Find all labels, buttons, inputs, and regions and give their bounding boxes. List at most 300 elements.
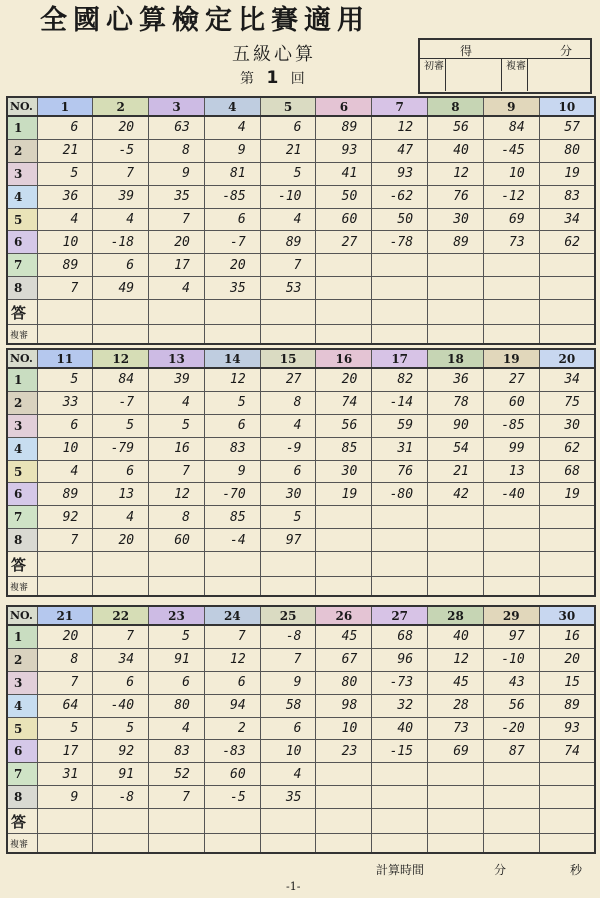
number-cell: 2: [204, 717, 260, 740]
number-cell: [428, 254, 484, 277]
review-field[interactable]: [260, 577, 316, 597]
number-cell: 73: [428, 717, 484, 740]
round-label: [240, 68, 309, 88]
number-cell: 7: [93, 625, 149, 648]
number-cell: 59: [372, 414, 428, 437]
number-cell: 7: [37, 529, 93, 552]
table-row: [7, 529, 595, 552]
review-field[interactable]: [93, 325, 149, 345]
problem-number: 28: [428, 606, 484, 625]
review-field[interactable]: [316, 325, 372, 345]
number-cell: 34: [93, 648, 149, 671]
number-cell: -62: [372, 185, 428, 208]
number-cell: 7: [149, 786, 205, 809]
number-cell: 68: [539, 460, 595, 483]
review-field[interactable]: [539, 325, 595, 345]
answer-field[interactable]: [428, 552, 484, 577]
number-cell: [539, 529, 595, 552]
first-check-label: 初審: [420, 59, 446, 91]
review-field[interactable]: [372, 577, 428, 597]
review-field[interactable]: [483, 577, 539, 597]
number-cell: 69: [483, 208, 539, 231]
number-cell: 6: [204, 414, 260, 437]
number-cell: [316, 529, 372, 552]
number-cell: 60: [149, 529, 205, 552]
answer-field[interactable]: [428, 300, 484, 325]
number-cell: 80: [539, 139, 595, 162]
review-field[interactable]: [204, 577, 260, 597]
number-cell: 9: [149, 162, 205, 185]
row-label: 7: [7, 506, 37, 529]
number-cell: 76: [372, 460, 428, 483]
number-cell: 7: [260, 648, 316, 671]
no-label: NO.: [7, 97, 37, 116]
round-number: 1: [266, 68, 283, 88]
number-cell: 8: [37, 648, 93, 671]
number-cell: 5: [260, 506, 316, 529]
review-row: [7, 577, 595, 597]
review-field[interactable]: [37, 577, 93, 597]
number-cell: 74: [539, 740, 595, 763]
problem-number: 27: [372, 606, 428, 625]
number-cell: 15: [539, 671, 595, 694]
review-field[interactable]: [93, 834, 149, 854]
number-cell: [539, 254, 595, 277]
review-field[interactable]: [149, 577, 205, 597]
number-cell: 21: [428, 460, 484, 483]
review-field[interactable]: [93, 577, 149, 597]
problem-number: 29: [483, 606, 539, 625]
answer-field[interactable]: [204, 809, 260, 834]
number-cell: 63: [149, 116, 205, 139]
number-cell: 7: [149, 460, 205, 483]
table-row: [7, 185, 595, 208]
problem-number: 21: [37, 606, 93, 625]
number-cell: 20: [539, 648, 595, 671]
number-cell: 89: [260, 231, 316, 254]
number-cell: 85: [316, 437, 372, 460]
number-cell: 7: [149, 208, 205, 231]
number-cell: 5: [149, 414, 205, 437]
number-cell: 20: [93, 529, 149, 552]
row-label: 4: [7, 185, 37, 208]
table-row: [7, 483, 595, 506]
answer-field[interactable]: [37, 300, 93, 325]
number-cell: 7: [37, 671, 93, 694]
number-cell: 5: [149, 625, 205, 648]
row-label: 2: [7, 139, 37, 162]
review-field[interactable]: [483, 834, 539, 854]
review-field[interactable]: [149, 834, 205, 854]
number-cell: 5: [204, 391, 260, 414]
number-cell: 60: [204, 763, 260, 786]
number-cell: 16: [149, 437, 205, 460]
review-field[interactable]: [539, 577, 595, 597]
table-row: [7, 116, 595, 139]
number-cell: 62: [539, 437, 595, 460]
answer-field[interactable]: [483, 809, 539, 834]
answer-field[interactable]: [372, 552, 428, 577]
review-field[interactable]: [372, 325, 428, 345]
number-cell: 6: [37, 116, 93, 139]
problem-number: 5: [260, 97, 316, 116]
number-cell: -8: [260, 625, 316, 648]
number-cell: 4: [204, 116, 260, 139]
score-label: 得: [460, 44, 473, 58]
review-label: 複審: [7, 834, 37, 854]
number-cell: 50: [316, 185, 372, 208]
review-field[interactable]: [37, 325, 93, 345]
number-cell: 5: [37, 717, 93, 740]
number-cell: 17: [37, 740, 93, 763]
number-cell: 5: [260, 162, 316, 185]
number-cell: [483, 786, 539, 809]
number-cell: 9: [204, 139, 260, 162]
row-label: 1: [7, 625, 37, 648]
problem-number: 9: [483, 97, 539, 116]
problem-number: 18: [428, 349, 484, 368]
number-cell: 74: [316, 391, 372, 414]
answer-field[interactable]: [483, 300, 539, 325]
answer-field[interactable]: [539, 300, 595, 325]
round-suffix: 回: [290, 71, 309, 87]
table-row: [7, 437, 595, 460]
number-cell: [428, 277, 484, 300]
answer-field[interactable]: [260, 552, 316, 577]
answer-field[interactable]: [428, 809, 484, 834]
number-cell: 4: [37, 208, 93, 231]
number-cell: -83: [204, 740, 260, 763]
number-cell: 5: [37, 162, 93, 185]
row-label: 5: [7, 717, 37, 740]
number-cell: 89: [316, 116, 372, 139]
number-cell: -85: [483, 414, 539, 437]
number-cell: 8: [260, 391, 316, 414]
number-cell: 23: [316, 740, 372, 763]
number-cell: [428, 529, 484, 552]
problem-number: 6: [316, 97, 372, 116]
number-cell: 19: [316, 483, 372, 506]
problem-number: 15: [260, 349, 316, 368]
number-cell: 40: [372, 717, 428, 740]
problem-number: 3: [149, 97, 205, 116]
answer-field[interactable]: [260, 300, 316, 325]
number-cell: 7: [37, 277, 93, 300]
number-cell: 98: [316, 694, 372, 717]
table-row: [7, 506, 595, 529]
answer-field[interactable]: [539, 552, 595, 577]
answer-field[interactable]: [149, 552, 205, 577]
number-cell: [539, 786, 595, 809]
table-row: [7, 254, 595, 277]
minutes-label: 分: [494, 863, 507, 877]
number-cell: 30: [539, 414, 595, 437]
table-row: [7, 694, 595, 717]
number-cell: [372, 277, 428, 300]
number-cell: -8: [93, 786, 149, 809]
number-cell: 83: [539, 185, 595, 208]
number-cell: 9: [204, 460, 260, 483]
number-cell: 13: [483, 460, 539, 483]
number-cell: [372, 506, 428, 529]
number-cell: 97: [260, 529, 316, 552]
answer-field[interactable]: [149, 809, 205, 834]
number-cell: 19: [539, 483, 595, 506]
review-field[interactable]: [260, 325, 316, 345]
problem-number: 24: [204, 606, 260, 625]
number-cell: 6: [37, 414, 93, 437]
number-cell: 30: [428, 208, 484, 231]
number-cell: 21: [37, 139, 93, 162]
problem-number: 30: [539, 606, 595, 625]
answer-row: [7, 552, 595, 577]
problem-number: 16: [316, 349, 372, 368]
answer-field[interactable]: [260, 809, 316, 834]
row-label: 6: [7, 231, 37, 254]
number-cell: [316, 277, 372, 300]
row-label: 8: [7, 786, 37, 809]
number-cell: 16: [539, 625, 595, 648]
number-cell: 97: [483, 625, 539, 648]
number-cell: 47: [372, 139, 428, 162]
row-label: 5: [7, 208, 37, 231]
answer-field[interactable]: [204, 552, 260, 577]
number-cell: -7: [204, 231, 260, 254]
header-row: [7, 97, 595, 116]
answer-field[interactable]: [316, 552, 372, 577]
number-cell: 39: [93, 185, 149, 208]
number-cell: 5: [93, 717, 149, 740]
number-cell: -10: [483, 648, 539, 671]
number-cell: 92: [93, 740, 149, 763]
number-cell: 4: [260, 763, 316, 786]
problem-number: 4: [204, 97, 260, 116]
review-field[interactable]: [260, 834, 316, 854]
number-cell: 82: [372, 368, 428, 391]
row-label: 7: [7, 763, 37, 786]
number-cell: 21: [260, 139, 316, 162]
number-cell: [428, 786, 484, 809]
review-field[interactable]: [428, 577, 484, 597]
review-field[interactable]: [37, 834, 93, 854]
number-cell: 93: [539, 717, 595, 740]
time-label: 計算時間: [376, 863, 425, 877]
number-cell: -45: [483, 139, 539, 162]
number-cell: [483, 254, 539, 277]
number-cell: 27: [260, 368, 316, 391]
header-row: [7, 349, 595, 368]
number-cell: -80: [372, 483, 428, 506]
review-field[interactable]: [204, 325, 260, 345]
number-cell: -5: [93, 139, 149, 162]
number-cell: 91: [93, 763, 149, 786]
answer-field[interactable]: [316, 809, 372, 834]
number-cell: 36: [37, 185, 93, 208]
number-cell: 32: [372, 694, 428, 717]
answer-field[interactable]: [204, 300, 260, 325]
answer-field[interactable]: [37, 809, 93, 834]
review-field[interactable]: [539, 834, 595, 854]
row-label: 6: [7, 740, 37, 763]
number-cell: -15: [372, 740, 428, 763]
number-cell: 34: [539, 368, 595, 391]
number-cell: [483, 529, 539, 552]
row-label: 7: [7, 254, 37, 277]
number-cell: 20: [316, 368, 372, 391]
number-cell: 9: [37, 786, 93, 809]
number-cell: 31: [37, 763, 93, 786]
review-field[interactable]: [149, 325, 205, 345]
answer-field[interactable]: [372, 809, 428, 834]
number-cell: 60: [316, 208, 372, 231]
row-label: 8: [7, 277, 37, 300]
number-cell: 10: [260, 740, 316, 763]
number-cell: 27: [483, 368, 539, 391]
number-cell: [483, 763, 539, 786]
number-cell: 50: [372, 208, 428, 231]
answer-field[interactable]: [483, 552, 539, 577]
answer-field[interactable]: [316, 300, 372, 325]
number-cell: 35: [260, 786, 316, 809]
number-cell: 56: [483, 694, 539, 717]
number-cell: 58: [260, 694, 316, 717]
table-row: [7, 231, 595, 254]
number-cell: [316, 786, 372, 809]
number-cell: 57: [539, 116, 595, 139]
number-cell: 41: [316, 162, 372, 185]
number-cell: 43: [483, 671, 539, 694]
table-row: [7, 625, 595, 648]
number-cell: 27: [316, 231, 372, 254]
number-cell: [372, 763, 428, 786]
seconds-label: 秒: [570, 863, 583, 877]
row-label: 3: [7, 671, 37, 694]
review-field[interactable]: [316, 577, 372, 597]
problem-number: 20: [539, 349, 595, 368]
number-cell: 83: [204, 437, 260, 460]
points-label: 分: [560, 44, 573, 58]
row-label: 4: [7, 437, 37, 460]
number-cell: 4: [93, 208, 149, 231]
number-cell: 62: [539, 231, 595, 254]
number-cell: 8: [149, 506, 205, 529]
row-label: 2: [7, 648, 37, 671]
number-cell: 19: [539, 162, 595, 185]
problem-number: 11: [37, 349, 93, 368]
number-cell: 89: [539, 694, 595, 717]
number-cell: 87: [483, 740, 539, 763]
problem-number: 23: [149, 606, 205, 625]
recheck-label: 複審: [502, 59, 528, 91]
number-cell: 7: [260, 254, 316, 277]
number-cell: 4: [260, 414, 316, 437]
number-cell: [372, 529, 428, 552]
answer-field[interactable]: [93, 552, 149, 577]
answer-field[interactable]: [149, 300, 205, 325]
number-cell: 8: [149, 139, 205, 162]
number-cell: [372, 254, 428, 277]
round-prefix: 第: [240, 71, 258, 87]
number-cell: 45: [316, 625, 372, 648]
answer-field[interactable]: [37, 552, 93, 577]
number-cell: 6: [93, 671, 149, 694]
number-cell: 39: [149, 368, 205, 391]
number-cell: 28: [428, 694, 484, 717]
page-number: -1-: [286, 880, 301, 893]
number-cell: 10: [316, 717, 372, 740]
number-cell: 31: [372, 437, 428, 460]
answer-field[interactable]: [93, 300, 149, 325]
recheck-field[interactable]: [528, 59, 590, 91]
number-cell: -7: [93, 391, 149, 414]
number-cell: 73: [483, 231, 539, 254]
number-cell: 69: [428, 740, 484, 763]
number-cell: 36: [428, 368, 484, 391]
review-field[interactable]: [372, 834, 428, 854]
number-cell: -4: [204, 529, 260, 552]
number-cell: 91: [149, 648, 205, 671]
answer-field[interactable]: [539, 809, 595, 834]
row-label: 6: [7, 483, 37, 506]
number-cell: 84: [93, 368, 149, 391]
problem-number: 12: [93, 349, 149, 368]
problem-number: 25: [260, 606, 316, 625]
number-cell: -20: [483, 717, 539, 740]
row-label: 1: [7, 116, 37, 139]
number-cell: 7: [204, 625, 260, 648]
row-label: 2: [7, 391, 37, 414]
answer-row: [7, 300, 595, 325]
number-cell: 34: [539, 208, 595, 231]
answer-field[interactable]: [372, 300, 428, 325]
table-row: [7, 460, 595, 483]
problem-number: 17: [372, 349, 428, 368]
number-cell: -14: [372, 391, 428, 414]
answer-field[interactable]: [93, 809, 149, 834]
problem-section-1: [6, 96, 596, 345]
number-cell: 40: [428, 625, 484, 648]
review-field[interactable]: [428, 325, 484, 345]
number-cell: -10: [260, 185, 316, 208]
table-row: [7, 162, 595, 185]
problem-section-2: [6, 348, 596, 597]
review-field[interactable]: [483, 325, 539, 345]
number-cell: 67: [316, 648, 372, 671]
table-row: [7, 786, 595, 809]
level-subtitle: 五級心算: [232, 44, 316, 65]
review-field[interactable]: [316, 834, 372, 854]
number-cell: 17: [149, 254, 205, 277]
review-field[interactable]: [428, 834, 484, 854]
number-cell: 75: [539, 391, 595, 414]
number-cell: [428, 763, 484, 786]
problem-number: 14: [204, 349, 260, 368]
number-cell: 12: [428, 162, 484, 185]
number-cell: 4: [149, 717, 205, 740]
number-cell: 60: [483, 391, 539, 414]
review-field[interactable]: [204, 834, 260, 854]
table-row: [7, 277, 595, 300]
number-cell: 6: [260, 116, 316, 139]
table-row: [7, 648, 595, 671]
number-cell: 52: [149, 763, 205, 786]
first-check-field[interactable]: [446, 59, 502, 91]
review-row: [7, 834, 595, 854]
problem-number: 19: [483, 349, 539, 368]
number-cell: [316, 763, 372, 786]
page-title: 全國心算檢定比賽適用: [40, 5, 370, 36]
number-cell: [316, 506, 372, 529]
